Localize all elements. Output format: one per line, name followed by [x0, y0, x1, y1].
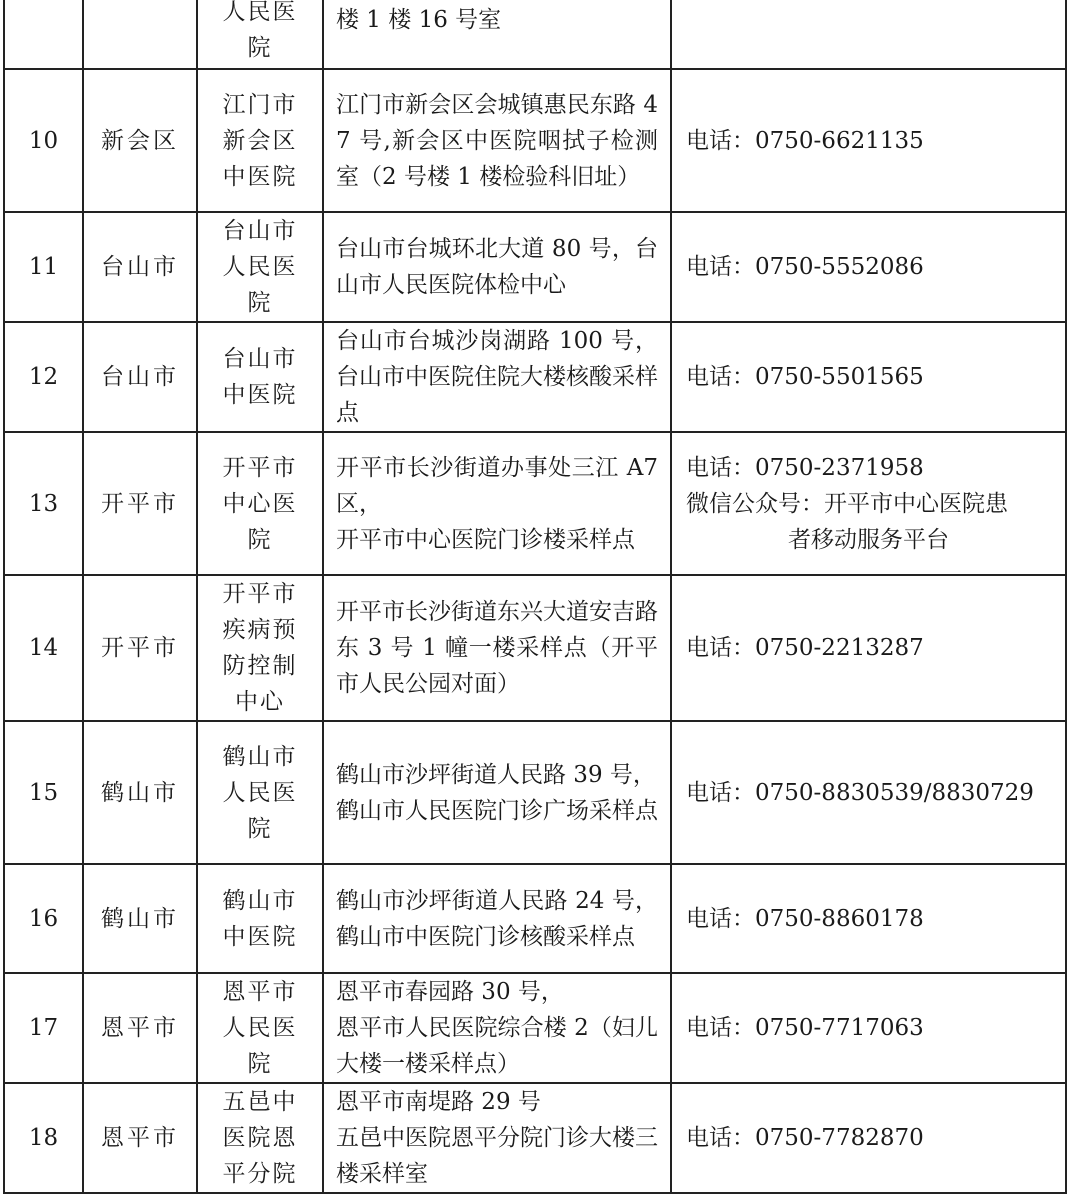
address-line: 开平市长沙街道东兴大道安吉路东 3 号 1 幢一楼采样点（开平市人民公园对面）: [336, 599, 658, 697]
table-row: [4, 432, 1066, 575]
address-cell: [323, 864, 671, 973]
address-line: 开平市长沙街道办事处三江 A7 区，: [336, 454, 658, 517]
institution-cell: 五邑中医院恩平分院: [197, 1083, 323, 1193]
contact-line: 电话：0750-5501565: [686, 364, 924, 390]
institution-cell: 人民医院: [197, 0, 323, 69]
institution-cell: 鹤山市人民医院: [197, 721, 323, 864]
address-line: 恩平市春园路 30 号，: [336, 979, 564, 1005]
address-cell: [323, 432, 671, 575]
district-cell: 恩平市: [83, 973, 197, 1083]
contact-cell: [671, 322, 1066, 432]
contact-line: 电话：0750-8860178: [686, 905, 924, 932]
row-number: 18: [4, 1083, 83, 1193]
district-cell: [83, 0, 197, 69]
district-cell: 鹤山市: [83, 721, 197, 864]
address-cell: [323, 721, 671, 864]
row-number: 12: [4, 322, 83, 432]
institution-cell: 开平市中心医院: [197, 432, 323, 575]
institution-cell: 恩平市人民医院: [197, 973, 323, 1083]
contact-cell: [671, 973, 1066, 1083]
address-line: 台山市台城环北大道 80 号，台山市人民医院体检中心: [336, 236, 658, 298]
row-number: 13: [4, 432, 83, 575]
contact-line: 者移动服务平台: [788, 526, 949, 553]
district-cell: 开平市: [83, 575, 197, 721]
contact-line: 微信公众号：开平市中心医院患: [686, 490, 1008, 517]
row-number: 14: [4, 575, 83, 721]
table-row: [4, 322, 1066, 432]
row-number: 16: [4, 864, 83, 973]
district-cell: 恩平市: [83, 1083, 197, 1193]
contact-cell: [671, 864, 1066, 973]
district-cell: 台山市: [83, 212, 197, 322]
contact-cell: [671, 0, 1066, 69]
address-line: 江门市新会区会城镇惠民东路 47 号,新会区中医院咽拭子检测室（2 号楼 1 楼检验科旧址）: [336, 91, 658, 190]
district-cell: 台山市: [83, 322, 197, 432]
contact-cell: [671, 432, 1066, 575]
district-cell: 开平市: [83, 432, 197, 575]
address-cell: [323, 575, 671, 721]
district-cell: 鹤山市: [83, 864, 197, 973]
address-line: 五邑中医院恩平分院门诊大楼三楼采样室: [336, 1125, 658, 1187]
institution-cell: 开平市疾病预防控制中心: [197, 575, 323, 721]
contact-line: 电话：0750-5552086: [686, 254, 924, 280]
address-cell: [323, 69, 671, 212]
address-cell: [323, 973, 671, 1083]
address-cell: [323, 1083, 671, 1193]
contact-line: 电话：0750-2371958: [686, 454, 924, 481]
row-number: 15: [4, 721, 83, 864]
institution-cell: 江门市新会区中医院: [197, 69, 323, 212]
row-number: 10: [4, 69, 83, 212]
contact-cell: [671, 69, 1066, 212]
contact-cell: [671, 1083, 1066, 1193]
address-line: 鹤山市沙坪街道人民路 24 号，鹤山市中医院门诊核酸采样点: [336, 887, 658, 950]
address-cell: [323, 0, 671, 69]
table-row: [4, 0, 1066, 69]
district-cell: 新会区: [83, 69, 197, 212]
contact-line: 电话：0750-6621135: [686, 127, 924, 154]
institution-cell: 鹤山市中医院: [197, 864, 323, 973]
address-cell: [323, 212, 671, 322]
row-number: 11: [4, 212, 83, 322]
address-line: 开平市中心医院门诊楼采样点: [336, 526, 635, 553]
row-number: 17: [4, 973, 83, 1083]
address-line: 台山市台城沙岗湖路 100 号，台山市中医院住院大楼核酸采样点: [336, 328, 658, 426]
testing-sites-table: [3, 0, 1067, 1194]
institution-cell: 台山市中医院: [197, 322, 323, 432]
table-row: [4, 212, 1066, 322]
address-line: 鹤山市沙坪街道人民路 39 号，: [336, 761, 656, 788]
address-line: 恩平市南堤路 29 号: [336, 1089, 541, 1115]
address-line: 鹤山市人民医院门诊广场采样点: [336, 797, 658, 824]
contact-cell: [671, 721, 1066, 864]
table-row: [4, 973, 1066, 1083]
table-row: [4, 864, 1066, 973]
contact-cell: [671, 575, 1066, 721]
table-row: [4, 1083, 1066, 1193]
address-cell: [323, 322, 671, 432]
contact-line: 电话：0750-7717063: [686, 1015, 924, 1041]
institution-cell: 台山市人民医院: [197, 212, 323, 322]
contact-line: 电话：0750-7782870: [686, 1125, 924, 1151]
contact-line: 电话：0750-8830539/8830729: [686, 779, 1034, 806]
address-line: 恩平市人民医院综合楼 2（妇儿大楼一楼采样点）: [336, 1015, 658, 1077]
table-row: [4, 575, 1066, 721]
table-row: [4, 69, 1066, 212]
address-line: 楼 1 楼 16 号室: [336, 7, 502, 33]
contact-cell: [671, 212, 1066, 322]
contact-line: 电话：0750-2213287: [686, 635, 924, 661]
table-row: [4, 721, 1066, 864]
row-number: [4, 0, 83, 69]
